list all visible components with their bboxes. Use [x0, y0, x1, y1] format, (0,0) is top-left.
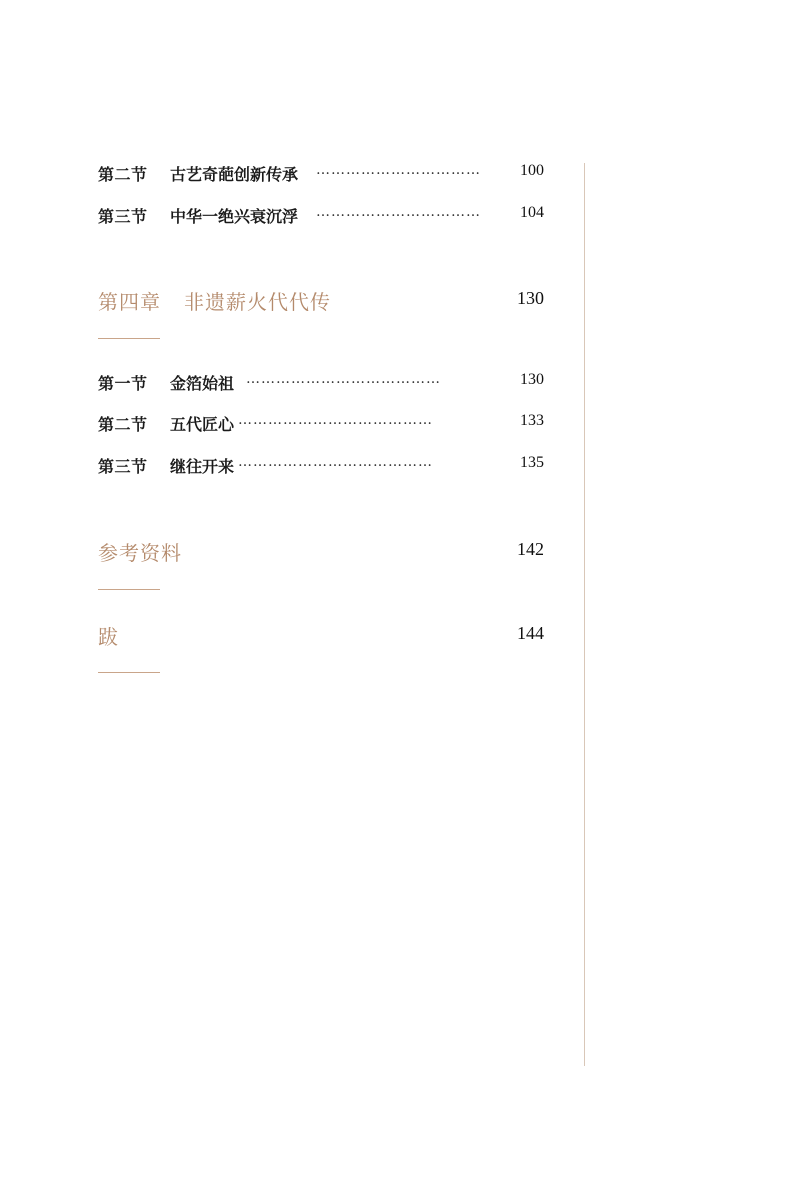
leader-dots: ……………………………	[316, 204, 481, 220]
toc-entry[interactable]	[98, 412, 544, 436]
postscript-title: 跋	[98, 625, 119, 649]
page-number: 133	[520, 412, 544, 429]
toc-entry[interactable]	[98, 454, 544, 478]
toc-entry[interactable]	[98, 204, 544, 228]
toc-postscript[interactable]	[98, 621, 544, 651]
section-label: 第三节	[98, 457, 148, 476]
page-number: 104	[520, 204, 544, 221]
section-label: 第二节	[98, 165, 148, 184]
toc-references[interactable]	[98, 537, 544, 567]
section-title: 金箔始祖	[170, 371, 238, 394]
margin-rule	[584, 163, 585, 1066]
leader-dots: …………………………………	[238, 454, 433, 470]
postscript-underline	[98, 672, 160, 673]
leader-dots: ……………………………	[316, 162, 481, 178]
chapter-label: 第四章	[98, 290, 161, 314]
references-underline	[98, 589, 160, 590]
section-title: 继往开来	[170, 454, 238, 477]
references-title: 参考资料	[98, 541, 182, 565]
chapter-underline	[98, 338, 160, 339]
section-label: 第二节	[98, 415, 148, 434]
section-title: 古艺奇葩创新传承	[170, 162, 302, 185]
leader-dots: …………………………………	[246, 371, 441, 387]
section-label: 第三节	[98, 207, 148, 226]
toc-entry[interactable]	[98, 162, 544, 186]
toc-entry[interactable]	[98, 371, 544, 395]
chapter-title: 非遗薪火代代传	[184, 290, 331, 314]
page-number: 142	[517, 539, 544, 559]
section-title: 五代匠心	[170, 412, 238, 435]
leader-dots: …………………………………	[238, 412, 433, 428]
page-number: 100	[520, 162, 544, 179]
section-label: 第一节	[98, 374, 148, 393]
toc-chapter[interactable]	[98, 286, 544, 316]
section-title: 中华一绝兴衰沉浮	[170, 204, 302, 227]
page-number: 135	[520, 454, 544, 471]
page-number: 144	[517, 623, 544, 643]
page-number: 130	[517, 288, 544, 308]
page-number: 130	[520, 371, 544, 388]
